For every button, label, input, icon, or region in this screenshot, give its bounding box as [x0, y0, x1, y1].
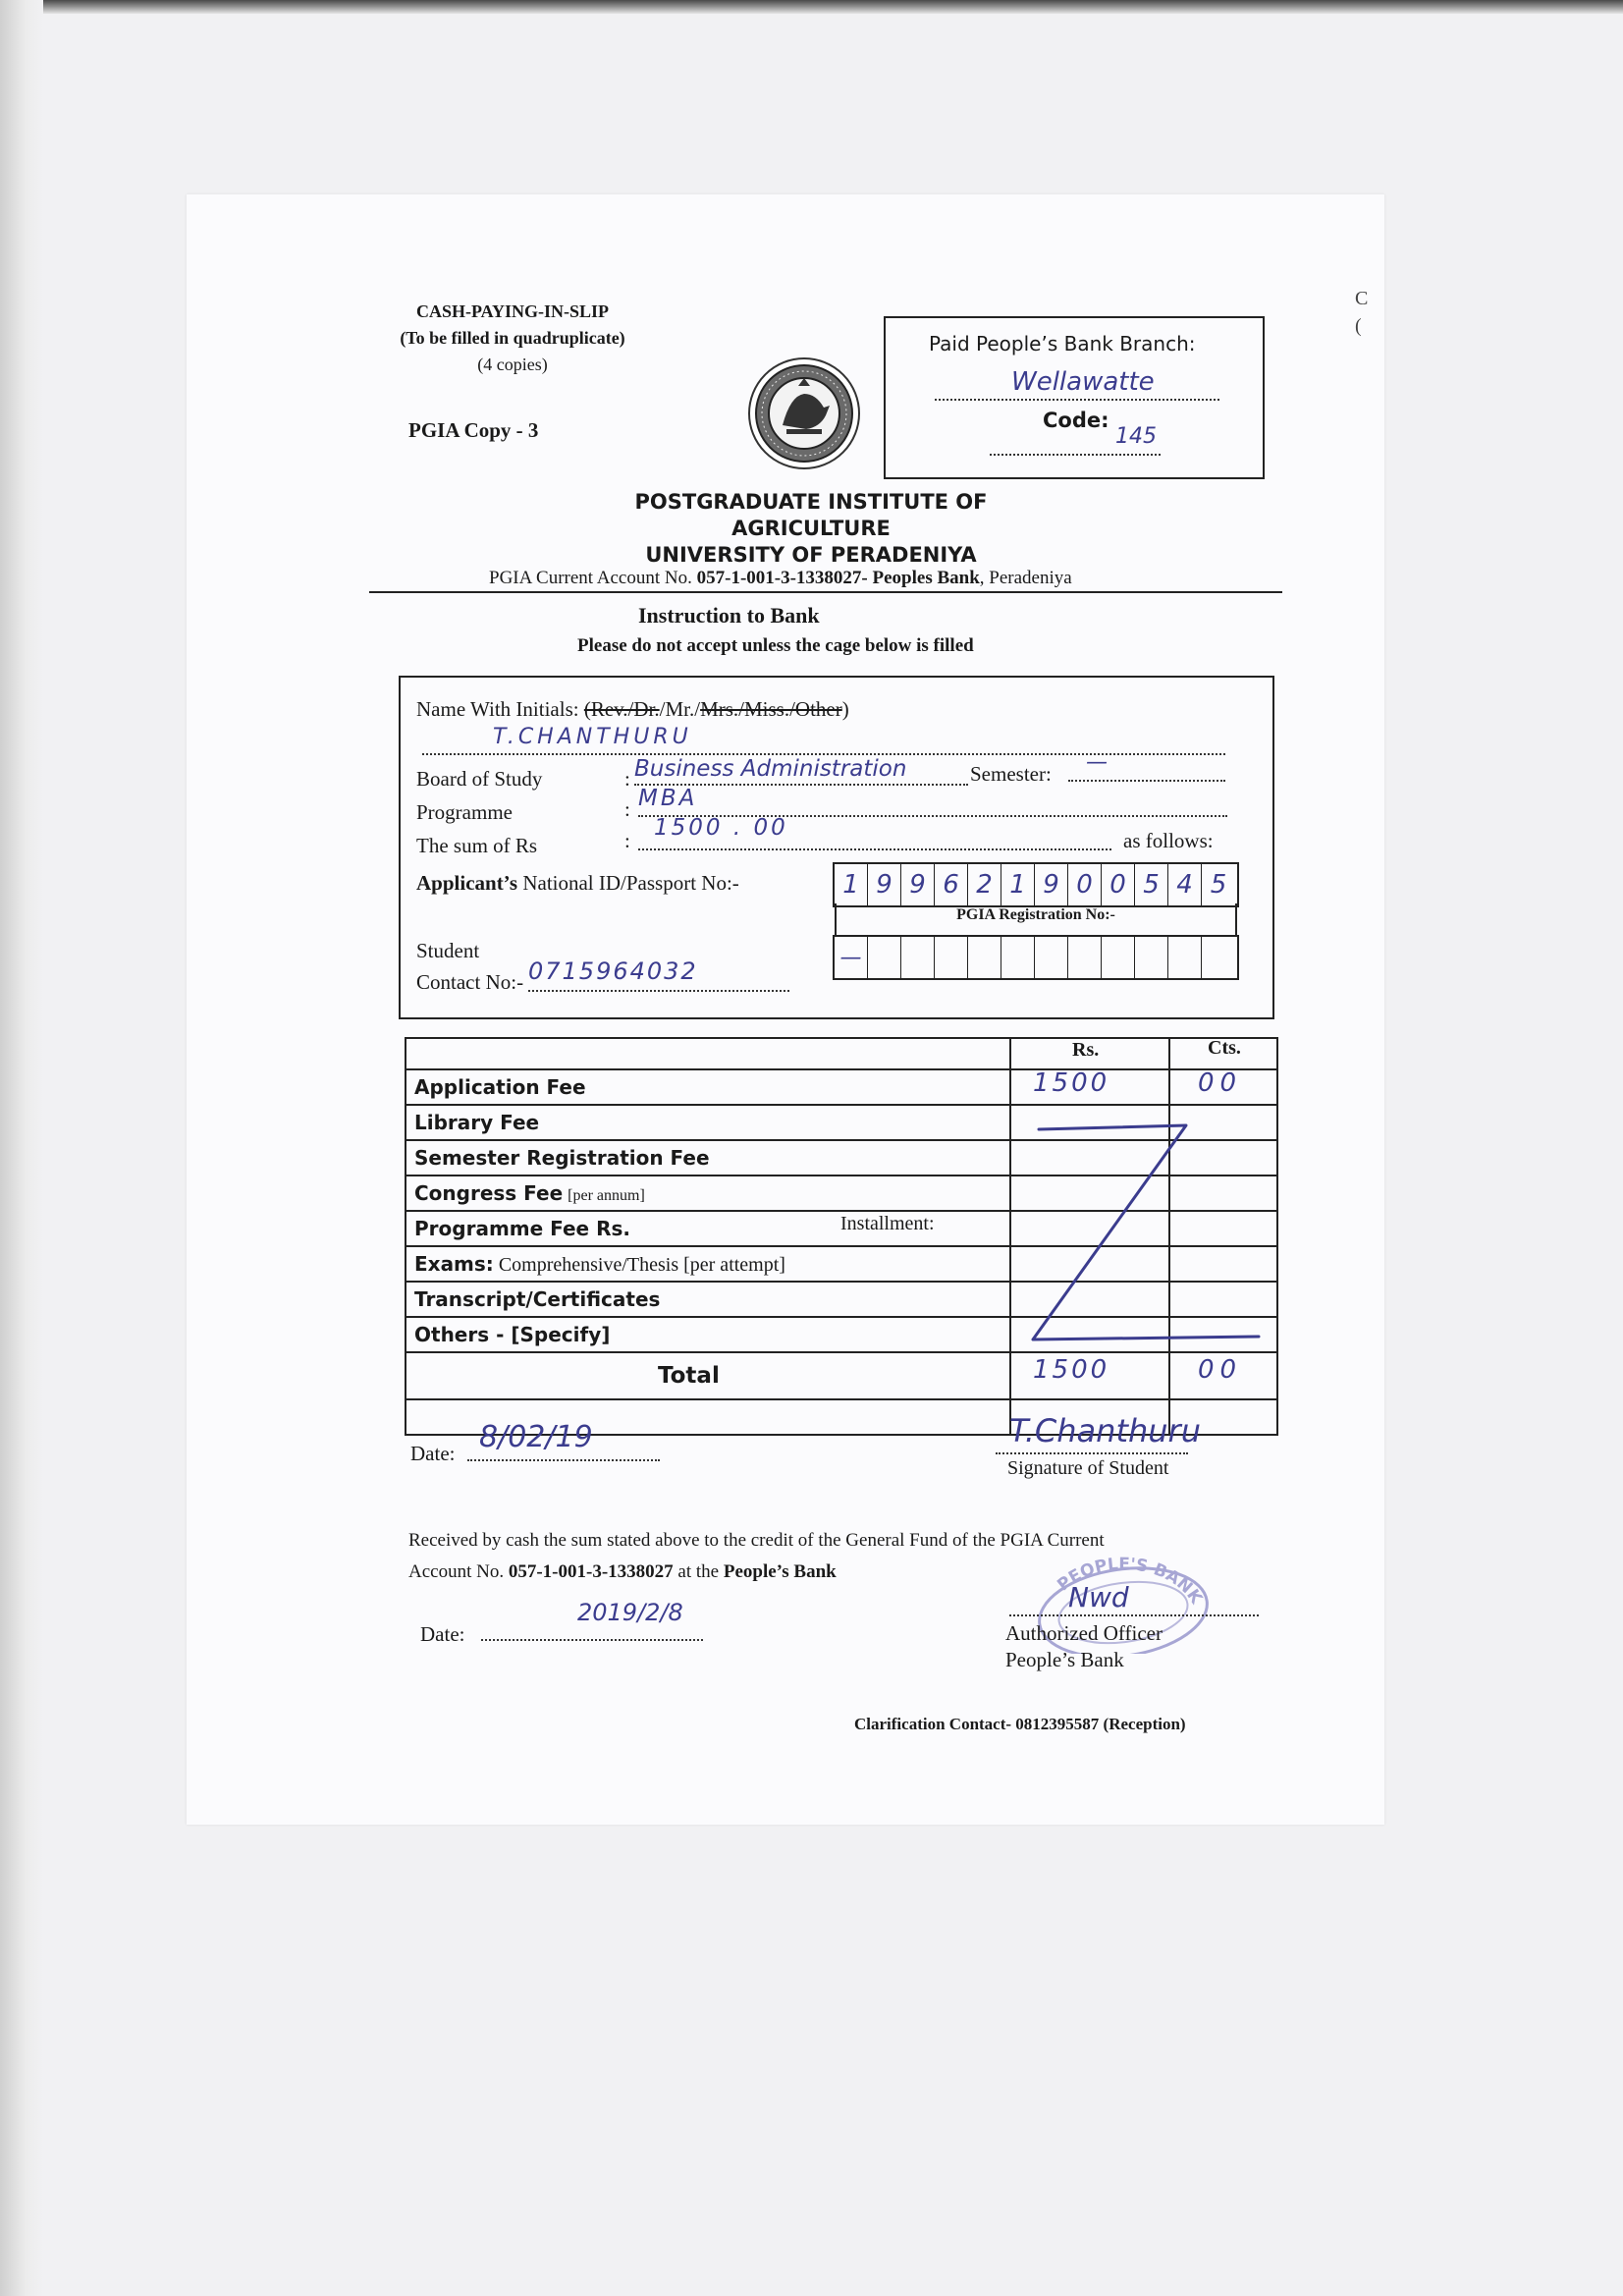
fee-row-label: Transcript/Certificates — [414, 1287, 661, 1311]
adjacent-copy-edge: C ( — [1355, 288, 1369, 337]
fee-row-cts: 00 — [1198, 1068, 1243, 1098]
officer-date-label: Date: — [420, 1622, 465, 1646]
fee-row-label: Programme Fee Rs. — [414, 1217, 630, 1240]
officer-date-value: 2019/2/8 — [577, 1599, 683, 1626]
branch-value: Wellawatte — [1011, 367, 1155, 397]
institute-name: POSTGRADUATE INSTITUTE OF AGRICULTURE UNIVERSITY OF PERADENIYA — [634, 490, 988, 567]
name-value: T.CHANTHURU — [493, 725, 692, 749]
col-rs-header: Rs. — [1072, 1039, 1100, 1061]
copies-note: (4 copies) — [477, 355, 548, 374]
semester-value: — — [1086, 750, 1108, 775]
fee-row-label: Application Fee — [414, 1075, 586, 1099]
slip-title: CASH-PAYING-IN-SLIP — [415, 301, 610, 321]
id-digit: 5 — [1210, 870, 1227, 900]
as-follows: as follows: — [1123, 829, 1214, 852]
fee-row-label: Others - [Specify] — [414, 1323, 611, 1346]
code-value: 145 — [1115, 424, 1157, 449]
id-digit: 9 — [901, 864, 935, 905]
contact-value: 0715964032 — [528, 957, 698, 985]
id-digit: 6 — [935, 864, 968, 905]
reg-cell: — — [835, 937, 868, 978]
applicant-id-label: Applicant’s National ID/Passport No:- — [416, 871, 739, 895]
id-digit: 2 — [968, 864, 1001, 905]
board-value: Business Administration — [634, 756, 907, 782]
fill-note: (To be filled in quadruplicate) — [400, 328, 625, 348]
id-digit: 1 — [1001, 864, 1035, 905]
student-date-value: 8/02/19 — [479, 1420, 593, 1454]
signature-label: Signature of Student — [1007, 1457, 1169, 1479]
instruction-heading: Instruction to Bank — [638, 603, 820, 628]
sum-value: 1500 . 00 — [654, 815, 788, 841]
sum-label: The sum of Rs — [416, 834, 538, 857]
student-date-label: Date: — [410, 1442, 456, 1465]
fee-row-label: Exams: Comprehensive/Thesis [per attempt] — [414, 1252, 785, 1276]
col-cts-header: Cts. — [1208, 1037, 1241, 1059]
total-label: Total — [658, 1363, 720, 1389]
scan-left-edge — [0, 0, 43, 2296]
officer-signature: Nwd — [1068, 1581, 1129, 1613]
details-cage: Name With Initials: (Rev./Dr./Mr./Mrs./Miss./Other) T.CHANTHURU Board of Study : Business Administration Semester: — Programme : MBA The sum of Rs : 1500 . 00 as follows: Applicant’s National ID/Passport No:- 1 9 9 6 2 1 9 0 0 5 4 5 PGIA Registration No:- — Student Contact No:- 0715964032 — [399, 676, 1274, 1019]
id-digit: 0 — [1102, 864, 1135, 905]
branch-label: Paid People’s Bank Branch: — [929, 332, 1196, 355]
total-rs: 1500 — [1033, 1355, 1110, 1385]
installment-label: Installment: — [840, 1213, 935, 1234]
receipt-text: Received by cash the sum stated above to the credit of the General Fund of the PGIA Current Account No. 057-1-001-3-1338027 at the People’s Bank — [408, 1530, 1105, 1582]
id-digit: 0 — [1068, 864, 1102, 905]
student-label: Student — [416, 939, 480, 962]
code-label: Code: — [1043, 409, 1109, 432]
clarification-contact: Clarification Contact- 0812395587 (Reception) — [854, 1715, 1186, 1733]
student-signature: T.Chanthuru — [1009, 1412, 1201, 1449]
id-digit: 9 — [1035, 864, 1068, 905]
stamp-text: PEOPLE'S BANK — [1054, 1556, 1207, 1609]
fee-row-rs: 1500 — [1033, 1068, 1110, 1098]
id-digit: 1 — [835, 864, 868, 905]
semester-label: Semester: — [970, 762, 1052, 786]
total-cts: 00 — [1198, 1355, 1243, 1385]
registration-label: PGIA Registration No:- — [956, 906, 1115, 923]
fee-row-label: Library Fee — [414, 1111, 540, 1134]
fee-row-label: Semester Registration Fee — [414, 1146, 710, 1170]
contact-label: Contact No:- — [416, 970, 524, 994]
paying-in-slip — [187, 194, 1384, 1825]
programme-value: MBA — [638, 786, 698, 811]
copy-label: PGIA Copy - 3 — [408, 418, 539, 442]
id-digit: 5 — [1135, 864, 1168, 905]
id-digit: 9 — [868, 864, 901, 905]
programme-label: Programme — [416, 800, 513, 824]
name-label: Name With Initials: (Rev./Dr./Mr./Mrs./Miss./Other) — [416, 697, 849, 721]
board-label: Board of Study — [416, 767, 543, 791]
account-line: PGIA Current Account No. 057-1-001-3-1338027- Peoples Bank, Peradeniya — [489, 568, 1072, 588]
id-digit: 4 — [1168, 864, 1202, 905]
officer-labels: Authorized Officer People’s Bank — [1005, 1621, 1163, 1671]
fee-row-label: Congress Fee [per annum] — [414, 1181, 645, 1205]
instruction-subheading: Please do not accept unless the cage below is filled — [577, 635, 974, 656]
scan-top-edge — [0, 0, 1623, 14]
